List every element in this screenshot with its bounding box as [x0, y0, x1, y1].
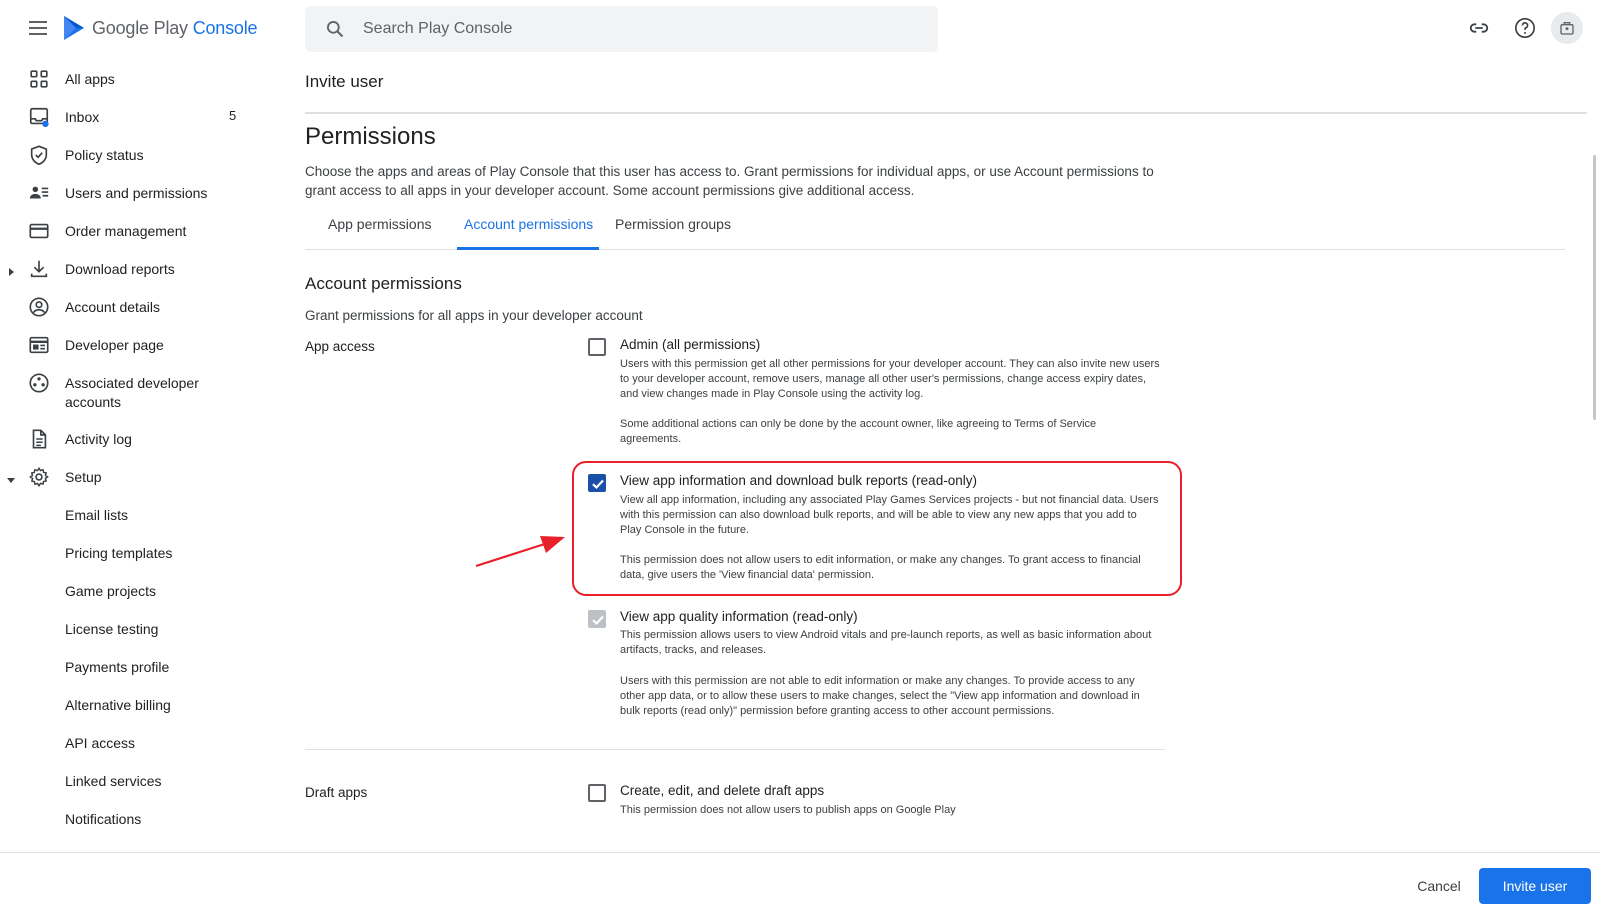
- search-input[interactable]: [363, 20, 883, 38]
- arrow-annotation-icon: [470, 530, 570, 580]
- sidebar-item-label: Email lists: [65, 507, 129, 523]
- sidebar-item-label: Order management: [65, 223, 187, 239]
- permission-tabs: [305, 216, 1565, 250]
- section-title: Account permissions: [305, 274, 462, 293]
- permission-name: View app quality information (read-only): [620, 609, 858, 624]
- menu-icon[interactable]: [26, 16, 50, 40]
- top-bar: [0, 0, 1600, 56]
- tab-account-permissions[interactable]: [457, 216, 599, 250]
- sidebar-item-label: Pricing templates: [65, 545, 173, 561]
- sidebar-item-label: All apps: [65, 71, 115, 87]
- sidebar-item-associated-developer-accounts[interactable]: [0, 374, 250, 414]
- main-content: [305, 56, 1585, 846]
- sidebar-item-label: Activity log: [65, 431, 132, 447]
- tab-label: Account permissions: [464, 216, 594, 232]
- view-app-quality-checkbox[interactable]: [588, 610, 606, 628]
- tab-label: App permissions: [328, 216, 432, 232]
- permission-name: Create, edit, and delete draft apps: [620, 783, 825, 798]
- sidebar-item-label: Users and permissions: [65, 185, 208, 201]
- gear-icon: [28, 466, 50, 488]
- permission-admin: [588, 337, 1160, 447]
- sidebar-item-label: Associated developer: [65, 375, 199, 391]
- sidebar-item-label: Game projects: [65, 583, 157, 599]
- sidebar: [0, 58, 260, 848]
- credit-card-icon: [28, 220, 50, 242]
- permission-name: View app information and download bulk reports (read-only): [620, 473, 977, 488]
- group-divider: [305, 749, 1165, 750]
- inbox-icon: [28, 106, 50, 128]
- caret-right-icon[interactable]: [6, 264, 16, 274]
- cancel-button[interactable]: Cancel: [1399, 871, 1479, 901]
- shield-icon: [28, 144, 50, 166]
- sidebar-item-label: Account details: [65, 299, 160, 315]
- permission-description: This permission allows users to view Android vitals and pre-launch reports, as well as basic information about artifacts, tracks, and releases.: [620, 629, 1152, 656]
- download-icon: [28, 258, 50, 280]
- document-icon: [28, 428, 50, 450]
- tab-permission-groups[interactable]: [615, 216, 755, 250]
- caret-down-icon[interactable]: [6, 472, 16, 482]
- permission-description: View all app information, including any associated Play Games Services projects - but not financial data. Users with this permission can also download bulk reports, and will be able to view any new apps that you add to Play Console in the future.: [620, 494, 1159, 536]
- logo-text-google-play: Google Play: [92, 17, 188, 38]
- checkmark-icon: [591, 477, 605, 491]
- sidebar-item-label-line2: accounts: [65, 394, 122, 410]
- logo-text-console: Console: [192, 17, 258, 38]
- page-header: Invite user: [305, 72, 384, 91]
- help-icon[interactable]: [1512, 15, 1538, 41]
- vertical-scrollbar[interactable]: [1593, 155, 1596, 420]
- search-bar[interactable]: [305, 6, 938, 52]
- header-divider: [305, 112, 1587, 114]
- associated-accounts-icon: [28, 372, 50, 394]
- footer-action-bar: [0, 852, 1600, 918]
- search-icon: [325, 19, 345, 39]
- users-icon: [28, 182, 50, 204]
- sidebar-item-label: API access: [65, 735, 136, 751]
- group-label-app-access: App access: [305, 339, 375, 354]
- permission-note: This permission does not allow users to edit information, or make any changes. To grant access to financial data, give users the 'View financial data' permission.: [620, 554, 1141, 581]
- permission-view-app-quality: [588, 609, 1152, 739]
- apps-grid-icon: [28, 68, 50, 90]
- account-circle-icon: [28, 296, 50, 318]
- sidebar-item-label: Notifications: [65, 811, 142, 827]
- link-icon[interactable]: [1466, 15, 1492, 41]
- permission-note: Some additional actions can only be done by the account owner, like agreeing to Terms of Service agreements.: [620, 418, 1097, 445]
- permission-draft-apps: [588, 783, 1148, 823]
- sidebar-item-label: Payments profile: [65, 659, 170, 675]
- sidebar-item-label: License testing: [65, 621, 159, 637]
- inbox-count-badge: 5: [229, 108, 237, 123]
- sidebar-item-label: Download reports: [65, 261, 175, 277]
- permission-name: Admin (all permissions): [620, 337, 761, 352]
- view-app-info-checkbox[interactable]: [588, 474, 606, 492]
- sidebar-item-label: Policy status: [65, 147, 144, 163]
- invite-user-button[interactable]: Invite user: [1479, 868, 1591, 904]
- permission-description: This permission does not allow users to publish apps on Google Play: [620, 804, 956, 816]
- admin-checkbox[interactable]: [588, 338, 606, 356]
- page-title: Permissions: [305, 123, 436, 150]
- permission-description: Users with this permission get all other permissions for your developer account. They can also invite new users to your developer account, remove users, manage all other user's permissions, change access expiry dates, and view changes made in Play Console using the activity log.: [620, 358, 1160, 400]
- permission-note: Users with this permission are not able to edit information or make any changes. To provide access to any other app data, or to allow these users to make changes, select the "View app information and download in bulk reports (read only)" permission before granting access to other account permissions.: [620, 675, 1140, 717]
- play-console-logo[interactable]: [62, 15, 257, 41]
- sidebar-item-label: Inbox: [65, 109, 100, 125]
- account-icon[interactable]: [1551, 12, 1583, 44]
- web-page-icon: [28, 334, 50, 356]
- checkmark-icon: [591, 613, 605, 627]
- play-logo-icon: [62, 15, 86, 41]
- permission-view-app-info: [588, 473, 1159, 583]
- sidebar-item-label: Developer page: [65, 337, 164, 353]
- sidebar-item-label: Linked services: [65, 773, 162, 789]
- section-subtitle: Grant permissions for all apps in your developer account: [305, 308, 643, 323]
- tab-label: Permission groups: [615, 216, 731, 232]
- sidebar-item-label: Setup: [65, 469, 102, 485]
- tab-app-permissions[interactable]: [305, 216, 457, 250]
- draft-apps-checkbox[interactable]: [588, 784, 606, 802]
- group-label-draft-apps: Draft apps: [305, 785, 368, 800]
- sidebar-item-label: Alternative billing: [65, 697, 171, 713]
- page-description: Choose the apps and areas of Play Console that this user has access to. Grant permissions for individual apps, or use Account permissions to grant access to all apps in your developer account. Some account permissions give additional access.: [305, 164, 1154, 198]
